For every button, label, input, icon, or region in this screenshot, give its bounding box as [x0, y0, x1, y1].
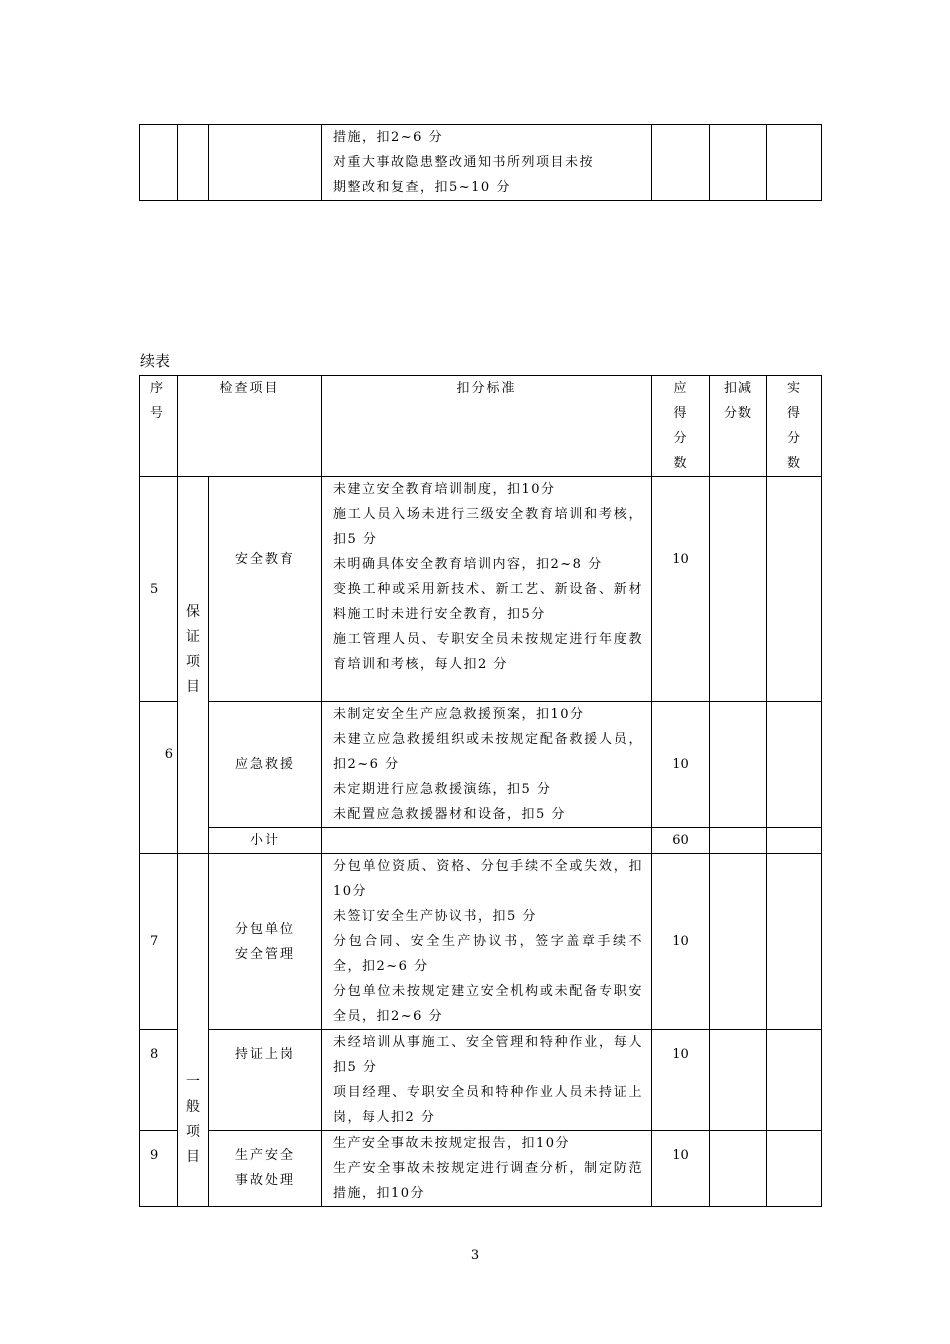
table-row: [140, 1131, 822, 1207]
fragment-line: 对重大事故隐患整改通知书所列项目未按: [333, 155, 595, 170]
header-deduct-score: 扣减 分数: [710, 376, 767, 477]
row-criteria: 未建立安全教育培训制度，扣10分 施工人员入场未进行三级安全教育培训和考核，扣5 分 未明确具体安全教育培训内容，扣2~8 分 变换工种或采用新技术、新工艺、新设备、新材料施工时未进行安全教育，扣5分 施工管理人员、专职安全员未按规定进行年度教育培训和考核，每人扣2 分: [322, 477, 652, 702]
row-actual-score: [767, 702, 822, 828]
table-header-row: [140, 376, 822, 477]
fragment-criteria-cell: [322, 125, 652, 201]
table-row: [140, 1030, 822, 1131]
group-guarantee: 保 证 项 目: [178, 477, 209, 854]
table-row: [140, 702, 822, 828]
table-row: [140, 854, 822, 1030]
row-due-score: 10: [652, 702, 710, 828]
row-criteria: 生产安全事故未按规定报告，扣10分 生产安全事故未按规定进行调查分析，制定防范措施，扣10分: [322, 1131, 652, 1207]
subtotal-criteria: [322, 828, 652, 854]
row-actual-score: [767, 1030, 822, 1131]
row-actual-score: [767, 477, 822, 702]
subtotal-label: 小计: [209, 828, 322, 854]
row-seq: 8: [140, 1030, 178, 1131]
row-actual-score: [767, 1131, 822, 1207]
header-seq: 序 号: [140, 376, 178, 477]
header-item: 检查项目: [178, 376, 322, 477]
row-due-score: 10: [652, 854, 710, 1030]
row-deduct-score: [710, 854, 767, 1030]
continued-label: 续表: [140, 352, 171, 370]
inspection-table: [139, 375, 822, 1207]
subtotal-score: 60: [652, 828, 710, 854]
group-general: 一 般 项 目: [178, 854, 209, 1207]
table-row: [140, 477, 822, 702]
fragment-line: 措施，扣2~6 分: [333, 130, 444, 145]
row-deduct-score: [710, 702, 767, 828]
row-seq: 6: [140, 702, 178, 854]
row-criteria: 未制定安全生产应急救援预案，扣10分 未建立应急救援组织或未按规定配备救援人员，扣2~6 分 未定期进行应急救援演练，扣5 分 未配置应急救援器材和设备，扣5 分: [322, 702, 652, 828]
fragment-item-cell: [209, 125, 322, 201]
row-criteria: 分包单位资质、资格、分包手续不全或失效，扣10分 未签订安全生产协议书，扣5 分 分包合同、安全生产协议书，签字盖章手续不全，扣2~6 分 分包单位未按规定建立安全机构或未配备专职安全员，扣2~6 分: [322, 854, 652, 1030]
row-item: 应急救援: [209, 702, 322, 828]
header-criteria: 扣分标准: [322, 376, 652, 477]
subtotal-deduct: [710, 828, 767, 854]
row-due-score: 10: [652, 1131, 710, 1207]
row-seq: 5: [140, 477, 178, 702]
fragment-deduct-cell: [710, 125, 767, 201]
row-due-score: 10: [652, 1030, 710, 1131]
page-number: 3: [470, 1248, 480, 1263]
row-deduct-score: [710, 477, 767, 702]
row-due-score: 10: [652, 477, 710, 702]
row-item: 安全教育: [209, 477, 322, 702]
fragment-due-score-cell: [652, 125, 710, 201]
row-seq: 7: [140, 854, 178, 1030]
fragment-seq-cell: [140, 125, 178, 201]
row-item: 持证上岗: [209, 1030, 322, 1131]
fragment-actual-cell: [767, 125, 822, 201]
row-deduct-score: [710, 1030, 767, 1131]
row-item: 分包单位 安全管理: [209, 854, 322, 1030]
subtotal-actual: [767, 828, 822, 854]
row-actual-score: [767, 854, 822, 1030]
header-actual-score: 实 得 分 数: [767, 376, 822, 477]
row-criteria: 未经培训从事施工、安全管理和特种作业，每人扣5 分 项目经理、专职安全员和特种作业人员未持证上岗，每人扣2 分: [322, 1030, 652, 1131]
row-seq: 9: [140, 1131, 178, 1207]
subtotal-row: [140, 828, 822, 854]
row-deduct-score: [710, 1131, 767, 1207]
fragment-group-cell: [178, 125, 209, 201]
fragment-line: 期整改和复查，扣5~10 分: [333, 180, 511, 195]
header-due-score: 应 得 分 数: [652, 376, 710, 477]
row-item: 生产安全 事故处理: [209, 1131, 322, 1207]
top-fragment-table: [139, 124, 822, 201]
